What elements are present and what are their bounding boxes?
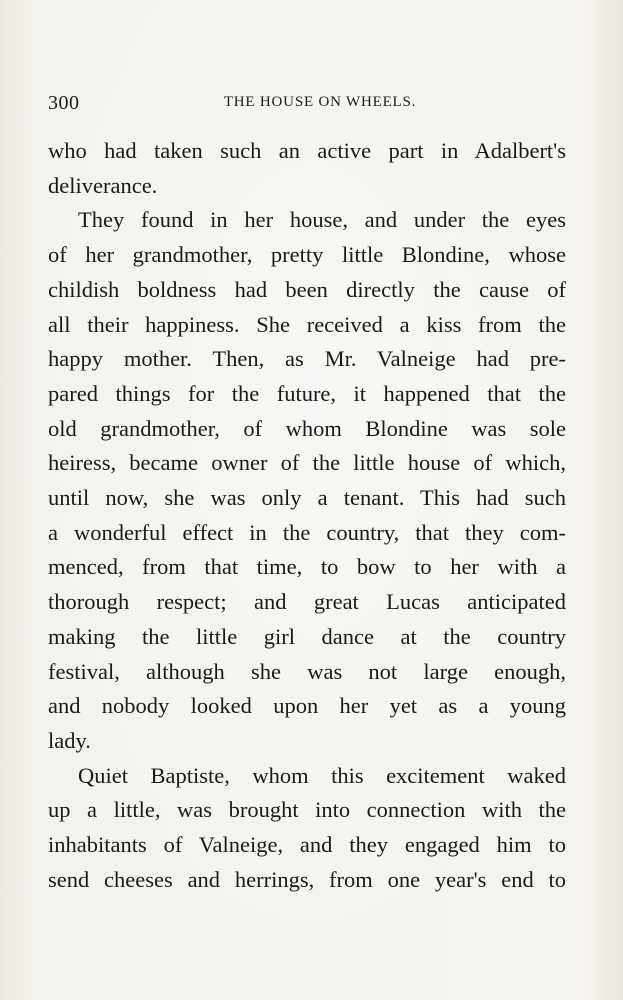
running-title: THE HOUSE ON WHEELS.: [223, 94, 417, 110]
text-line: up a little, was brought into connection with the: [48, 797, 566, 823]
text-line: making the little girl dance at the country: [48, 623, 566, 649]
text-line: old grandmother, of whom Blondine was sole: [48, 415, 566, 441]
text-line: and nobody looked upon her yet as a young: [48, 693, 566, 719]
page-header: [48, 92, 568, 122]
text-line: childish boldness had been directly the cause of: [48, 276, 566, 302]
text-line: who had taken such an active part in Adalbert's: [48, 138, 566, 163]
text-line: a wonderful effect in the country, that they com-: [48, 519, 566, 545]
paragraph-1: [48, 134, 566, 203]
text-line: send cheeses and herrings, from one year's end to: [48, 866, 566, 892]
text-line: menced, from that time, to bow to her with a: [48, 554, 566, 580]
paragraph-2: [48, 203, 566, 758]
text-line: They found in her house, and under the eyes: [78, 207, 566, 233]
page-number: 300: [48, 92, 80, 114]
text-line: happy mother. Then, as Mr. Valneige had pre-: [48, 346, 566, 372]
text-line: until now, she was only a tenant. This had such: [48, 485, 566, 511]
text-line: inhabitants of Valneige, and they engaged him to: [48, 832, 566, 858]
text-line: deliverance.: [48, 172, 158, 198]
text-line: lady.: [48, 727, 91, 753]
text-line: all their happiness. She received a kiss from the: [48, 311, 566, 337]
paragraph-3: [48, 759, 566, 898]
body-text: [48, 134, 566, 897]
text-line: festival, although she was not large enough,: [48, 658, 566, 684]
text-line: heiress, became owner of the little house of which,: [48, 450, 566, 476]
text-line: Quiet Baptiste, whom this excitement waked: [78, 762, 566, 788]
text-line: pared things for the future, it happened that the: [48, 380, 566, 406]
text-line: thorough respect; and great Lucas anticipated: [48, 589, 566, 615]
text-line: of her grandmother, pretty little Blondine, whose: [48, 242, 566, 268]
